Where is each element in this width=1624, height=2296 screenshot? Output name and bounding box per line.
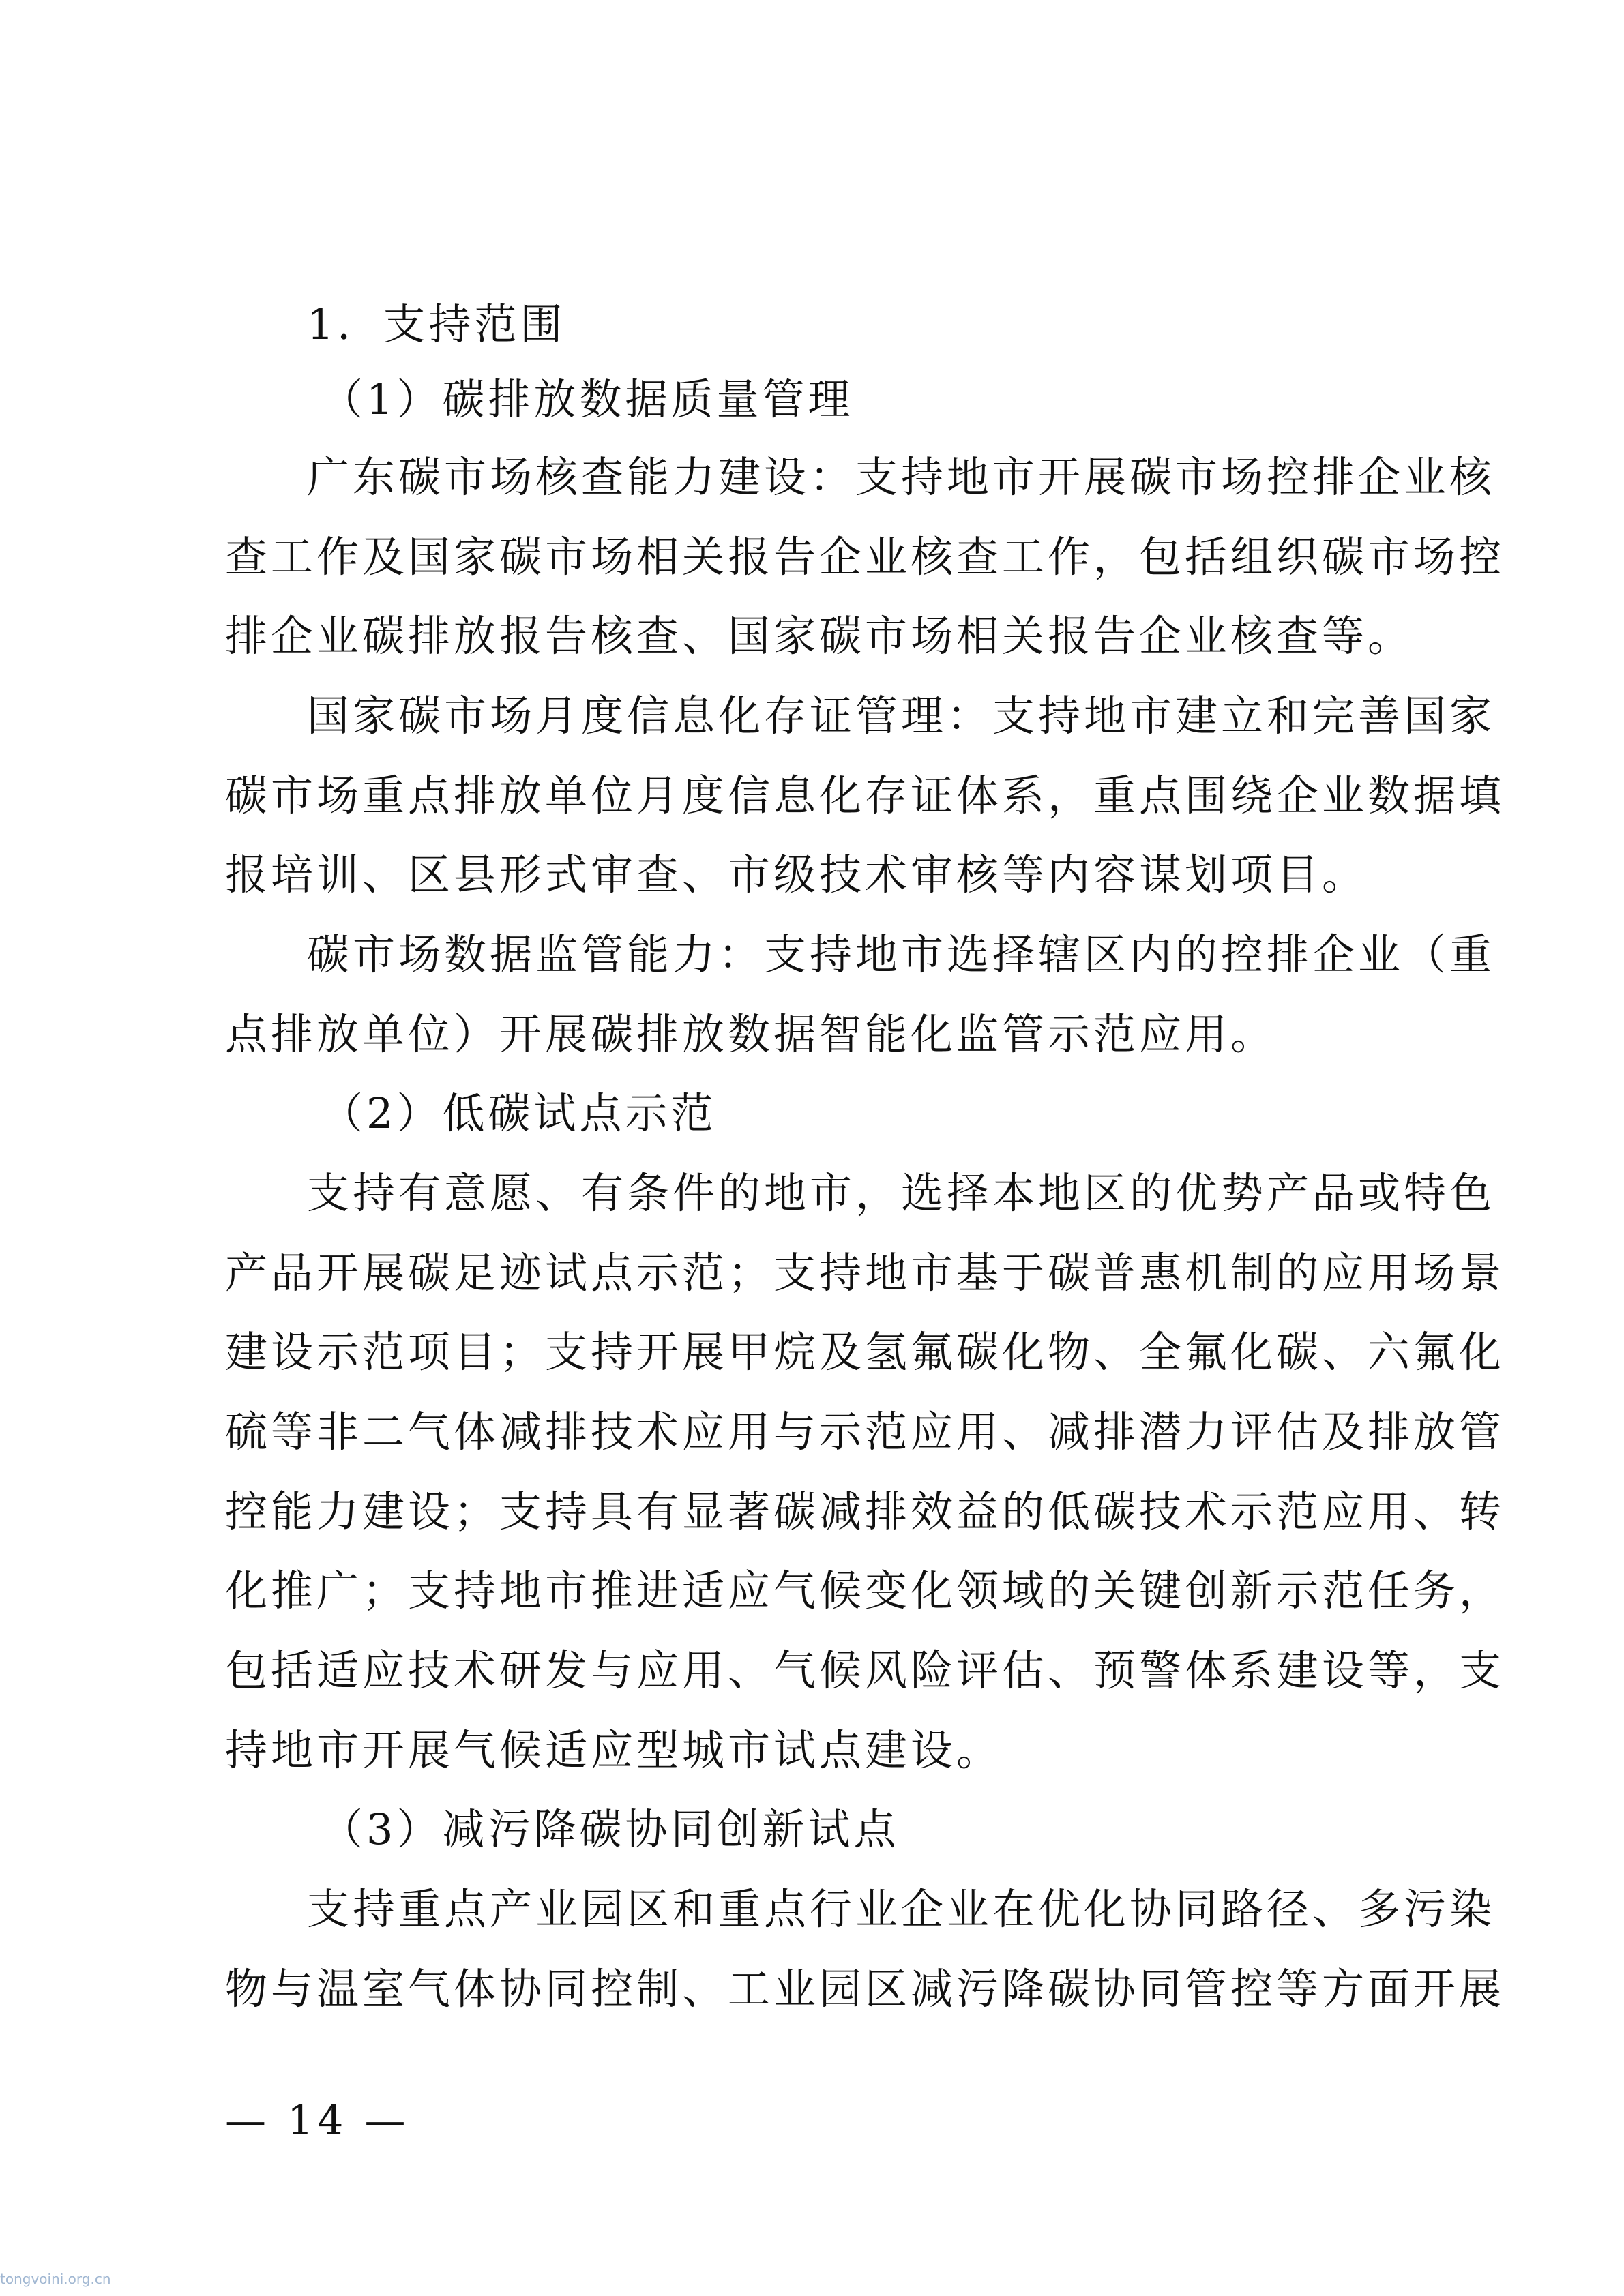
paragraph-line: 国家碳市场月度信息化存证管理：支持地市建立和完善国家: [307, 691, 1496, 741]
paragraph-line: 支持重点产业园区和重点行业企业在优化协同路径、多污染: [307, 1884, 1496, 1934]
paragraph-line: 包括适应技术研发与应用、气候风险评估、预警体系建设等，支: [225, 1645, 1505, 1695]
paragraph-line: 报培训、区县形式审查、市级技术审核等内容谋划项目。: [225, 850, 1368, 899]
subsection-heading-3: （3）减污降碳协同创新试点: [321, 1804, 900, 1854]
paragraph-line: 查工作及国家碳市场相关报告企业核查工作，包括组织碳市场控: [225, 532, 1505, 582]
subsection-heading-2: （2）低碳试点示范: [321, 1088, 717, 1138]
paragraph-line: 硫等非二气体减排技术应用与示范应用、减排潜力评估及排放管: [225, 1407, 1505, 1457]
subsection-heading-1: （1）碳排放数据质量管理: [321, 374, 854, 424]
paragraph-line: 化推广；支持地市推进适应气候变化领域的关键创新示范任务，: [225, 1566, 1505, 1615]
paragraph-line: 排企业碳排放报告核查、国家碳市场相关报告企业核查等。: [225, 611, 1414, 661]
paragraph-line: 建设示范项目；支持开展甲烷及氢氟碳化物、全氟化碳、六氟化: [225, 1327, 1505, 1377]
page-number: — 14 —: [225, 2097, 410, 2145]
paragraph-line: 点排放单位）开展碳排放数据智能化监管示范应用。: [225, 1009, 1277, 1059]
paragraph-line: 支持有意愿、有条件的地市，选择本地区的优势产品或特色: [307, 1168, 1496, 1218]
watermark: tongvoini.org.cn: [0, 2271, 111, 2287]
paragraph-line: 碳市场数据监管能力：支持地市选择辖区内的控排企业（重: [307, 929, 1496, 979]
section-heading: 1．支持范围: [307, 299, 566, 349]
paragraph-line: 产品开展碳足迹试点示范；支持地市基于碳普惠机制的应用场景: [225, 1248, 1505, 1298]
paragraph-line: 持地市开展气候适应型城市试点建设。: [225, 1725, 1003, 1775]
paragraph-line: 碳市场重点排放单位月度信息化存证体系，重点围绕企业数据填: [225, 771, 1505, 820]
paragraph-line: 广东碳市场核查能力建设：支持地市开展碳市场控排企业核: [307, 452, 1496, 502]
paragraph-line: 物与温室气体协同控制、工业园区减污降碳协同管控等方面开展: [225, 1964, 1505, 2014]
paragraph-line: 控能力建设；支持具有显著碳减排效益的低碳技术示范应用、转: [225, 1487, 1505, 1536]
